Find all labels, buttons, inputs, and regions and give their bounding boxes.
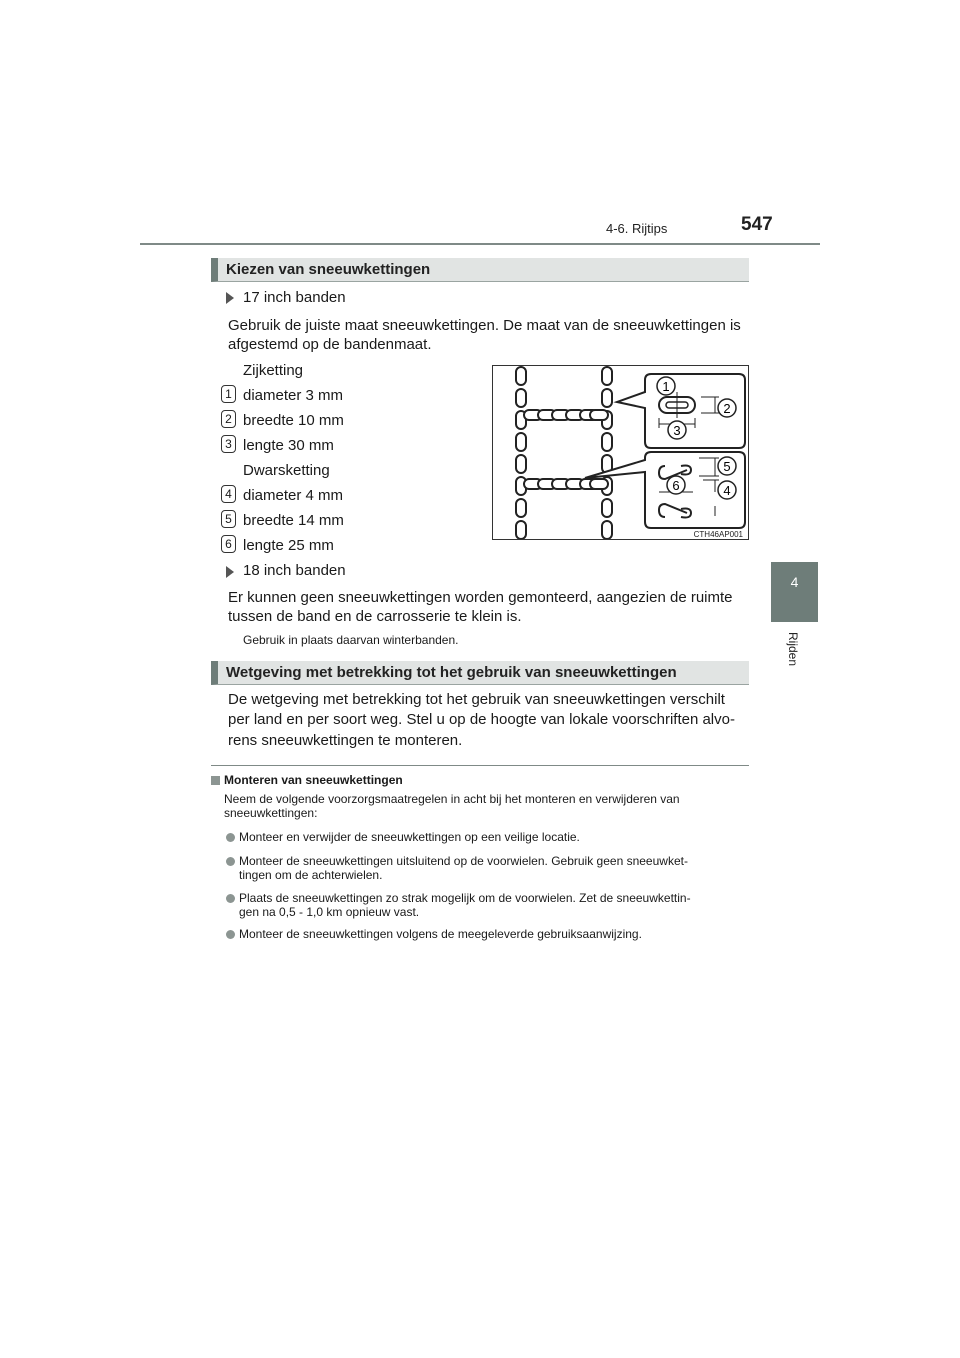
dot-bullet-icon xyxy=(226,833,235,842)
legislation-line-3: rens sneeuwkettingen te monteren. xyxy=(228,732,463,749)
bullet-18-inch: 18 inch banden xyxy=(243,562,346,579)
para-17-line-1: Gebruik de juiste maat sneeuwkettingen. De maat van de sneeuwkettingen is xyxy=(228,317,741,334)
note-winter-tires: Gebruik in plaats daarvan winterbanden. xyxy=(243,633,459,647)
page-number: 547 xyxy=(741,214,773,235)
header-divider xyxy=(140,243,820,245)
section-heading-snow-chains xyxy=(211,258,749,282)
left-side-chain xyxy=(516,367,526,539)
figure-callout-1: 1 xyxy=(662,379,670,394)
legislation-line-2: per land en per soort weg. Stel u op de hoogte van lokale voorschriften alvo- xyxy=(228,711,735,728)
chapter-tab-number: 4 xyxy=(790,574,799,590)
para-17-line-2: afgestemd op de bandenmaat. xyxy=(228,336,432,353)
snow-chain-figure xyxy=(492,365,749,540)
dot-bullet-icon xyxy=(226,894,235,903)
side-chain-title: Zijketting xyxy=(243,362,304,379)
callout-number-6: 6 xyxy=(221,535,236,553)
cross-chain-title: Dwarsketting xyxy=(243,462,330,479)
figure-callout-4: 4 xyxy=(723,483,731,498)
callout-number-4: 4 xyxy=(221,485,236,503)
dot-bullet-icon xyxy=(226,857,235,866)
para-18-line-2: tussen de band en de carrosserie te klein is. xyxy=(228,608,522,625)
spec-side-width: breedte 10 mm xyxy=(243,412,344,429)
chapter-tab xyxy=(771,562,818,622)
header-section-title: 4-6. Rijtips xyxy=(606,221,668,236)
para-18-line-1: Er kunnen geen sneeuwkettingen worden gemonteerd, aangezien de ruimte xyxy=(228,589,733,606)
spec-cross-diameter: diameter 4 mm xyxy=(243,487,344,504)
figure-callout-2: 2 xyxy=(723,401,731,416)
spec-cross-width: breedte 14 mm xyxy=(243,512,344,529)
note-item-1-line-1: Monteer en verwijder de sneeuwkettingen op een veilige locatie. xyxy=(239,830,580,844)
notes-intro-line-2: sneeuwkettingen: xyxy=(224,806,318,820)
dot-bullet-icon xyxy=(226,930,235,939)
figure-code: CTH46AP001 xyxy=(693,530,743,539)
callout-number-5: 5 xyxy=(221,510,236,528)
notes-title: Monteren van sneeuwkettingen xyxy=(224,773,403,787)
square-bullet-icon xyxy=(211,776,220,785)
section-heading-legislation xyxy=(211,661,749,685)
section-heading-text: Wetgeving met betrekking tot het gebruik van sneeuwkettingen xyxy=(226,664,677,681)
figure-callout-6: 6 xyxy=(672,478,680,493)
section-heading-text: Kiezen van sneeuwkettingen xyxy=(226,261,431,278)
right-side-chain xyxy=(602,367,612,539)
note-item-2-line-2: tingen om de achterwielen. xyxy=(239,868,383,882)
upper-cross-chain xyxy=(524,410,608,420)
note-item-2-line-1: Monteer de sneeuwkettingen uitsluitend op de voorwielen. Gebruik geen sneeuwket- xyxy=(239,854,688,868)
lower-cross-chain xyxy=(524,479,608,489)
figure-callout-5: 5 xyxy=(723,459,731,474)
figure-callout-3: 3 xyxy=(673,423,681,438)
notes-divider xyxy=(211,765,749,766)
legislation-line-1: De wetgeving met betrekking tot het gebruik van sneeuwkettingen verschilt xyxy=(228,691,725,708)
chapter-tab-label: Rijden xyxy=(786,632,800,667)
callout-number-2: 2 xyxy=(221,410,236,428)
note-item-3-line-2: gen na 0,5 - 1,0 km opnieuw vast. xyxy=(239,905,420,919)
callout-number-1: 1 xyxy=(221,385,236,403)
note-item-3-line-1: Plaats de sneeuwkettingen zo strak mogelijk om de voorwielen. Zet de sneeuwkettin- xyxy=(239,891,691,905)
spec-side-length: lengte 30 mm xyxy=(243,437,334,454)
notes-intro-line-1: Neem de volgende voorzorgsmaatregelen in acht bij het monteren en verwijderen van xyxy=(224,792,680,806)
spec-side-diameter: diameter 3 mm xyxy=(243,387,344,404)
triangle-bullet-icon xyxy=(226,292,234,304)
note-item-4-line-1: Monteer de sneeuwkettingen volgens de meegeleverde gebruiksaanwijzing. xyxy=(239,927,642,941)
spec-cross-length: lengte 25 mm xyxy=(243,537,334,554)
bullet-17-inch: 17 inch banden xyxy=(243,289,346,306)
snow-chain-illustration xyxy=(493,366,748,539)
callout-number-3: 3 xyxy=(221,435,236,453)
triangle-bullet-icon xyxy=(226,566,234,578)
